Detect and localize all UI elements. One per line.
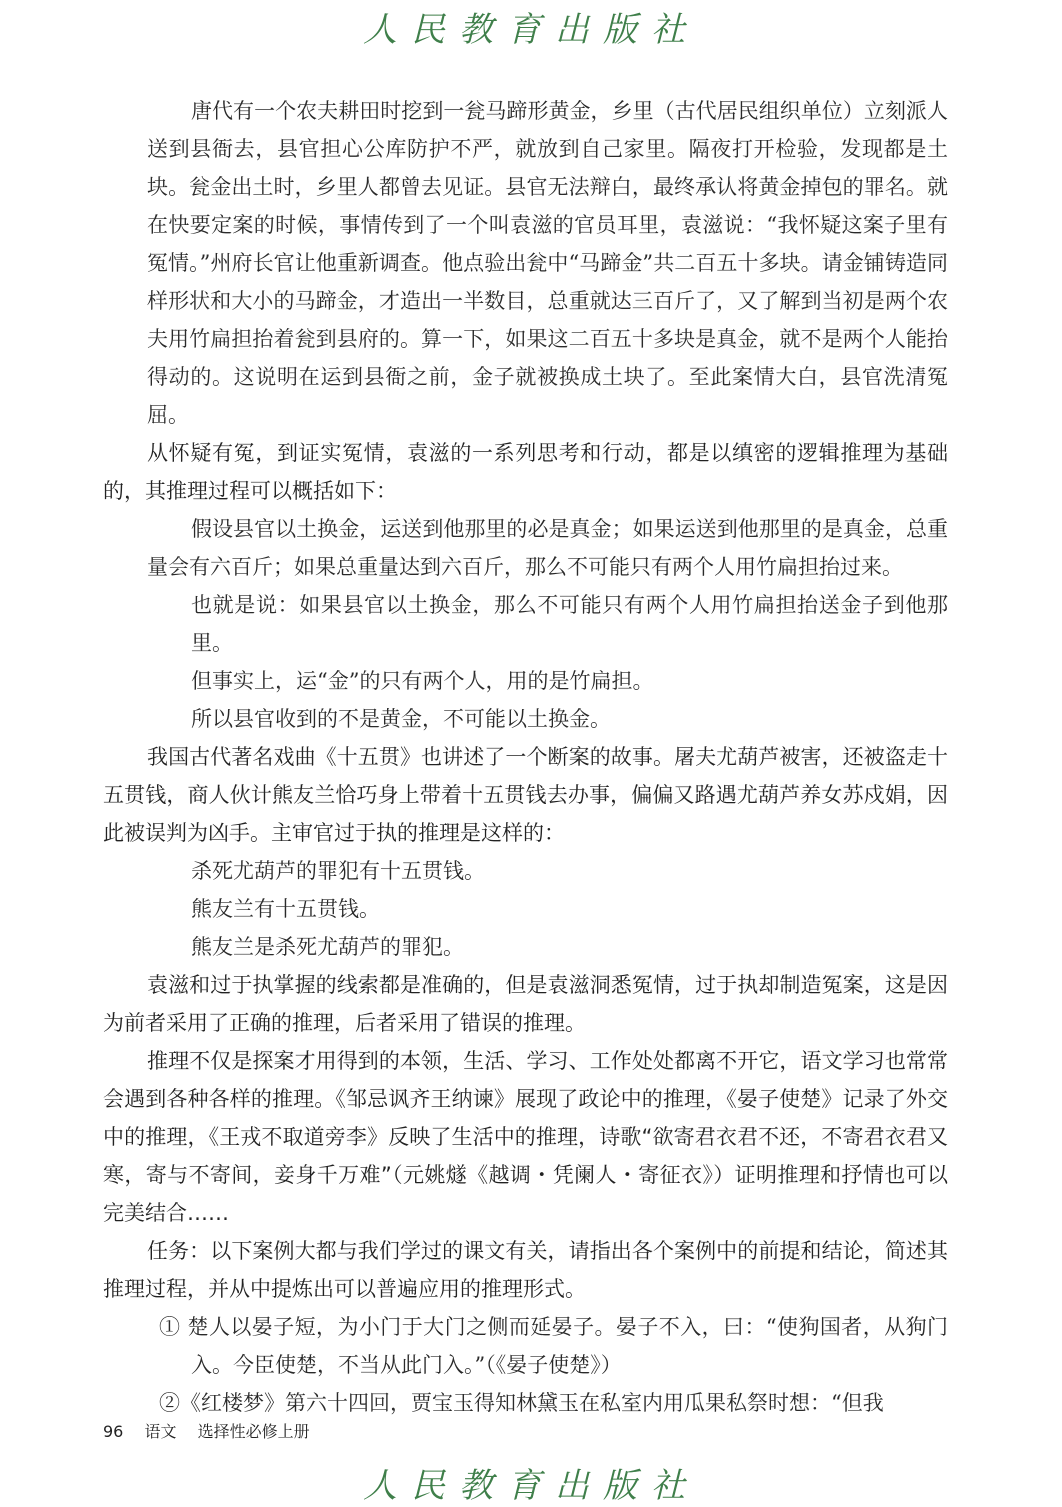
- body-paragraph: 袁滋和过于执掌握的线索都是准确的，但是袁滋洞悉冤情，过于执却制造冤案，这是因为前者采用了正确的推理，后者采用了错误的推理。: [103, 973, 948, 1035]
- task-paragraph: 任务：以下案例大都与我们学过的课文有关，请指出各个案例中的前提和结论，简述其推理过程，并从中提炼出可以普遍应用的推理形式。: [103, 1239, 948, 1301]
- case-item: ① 楚人以晏子短，为小门于大门之侧而延晏子。晏子不入，曰：“使狗国者，从狗门入。今臣使楚，不当从此门入。”（《晏子使楚》）: [159, 1315, 948, 1377]
- page-body: [103, 92, 948, 1422]
- publisher-watermark-top: 人民教育出版社: [363, 10, 699, 50]
- case-item: ②《红楼梦》第六十四回，贾宝玉得知林黛玉在私室内用瓜果私祭时想：“但我: [159, 1391, 884, 1415]
- syllogism-line: 熊友兰是杀死尤葫芦的罪犯。: [191, 935, 464, 959]
- syllogism-line: 杀死尤葫芦的罪犯有十五贯钱。: [191, 859, 485, 883]
- page-footer: [103, 1419, 326, 1442]
- reasoning-conclusion: 所以县官收到的不是黄金，不可能以土换金。: [191, 707, 611, 731]
- body-paragraph: 推理不仅是探案才用得到的本领，生活、学习、工作处处都离不开它，语文学习也常常会遇到各种各样的推理。《邹忌讽齐王纳谏》展现了政论中的推理，《晏子使楚》记录了外交中的推理，《王戎不取道旁李》反映了生活中的推理，诗歌“欲寄君衣君不还，不寄君衣君又寒，寄与不寄间，妾身千万难”（元姚燧《越调・凭阑人・寄征衣》）证明推理和抒情也可以完美结合……: [103, 1049, 948, 1225]
- story-paragraph: 唐代有一个农夫耕田时挖到一瓮马蹄形黄金，乡里（古代居民组织单位）立刻派人送到县衙去，县官担心公库防护不严，就放到自己家里。隔夜打开检验，发现都是土块。瓮金出土时，乡里人都曾去见证。县官无法辩白，最终承认将黄金掉包的罪名。就在快要定案的时候，事情传到了一个叫袁滋的官员耳里，袁滋说：“我怀疑这案子里有冤情。”州府长官让他重新调查。他点验出瓮中“马蹄金”共二百五十多块。请金铺铸造同样形状和大小的马蹄金，才造出一半数目，总重就达三百斤了，又了解到当初是两个农夫用竹扁担抬着瓮到县府的。算一下，如果这二百五十多块是真金，就不是两个人能抬得动的。这说明在运到县衙之前，金子就被换成土块了。至此案情大白，县官洗清冤屈。: [147, 99, 948, 427]
- subject-label: 语文: [144, 1422, 177, 1441]
- page-number: 96: [103, 1422, 124, 1441]
- body-paragraph: 从怀疑有冤，到证实冤情，袁滋的一系列思考和行动，都是以缜密的逻辑推理为基础的，其推理过程可以概括如下：: [103, 441, 948, 503]
- reasoning-step: 也就是说：如果县官以土换金，那么不可能只有两个人用竹扁担抬送金子到他那里。: [191, 593, 948, 655]
- syllogism-line: 熊友兰有十五贯钱。: [191, 897, 380, 921]
- reasoning-step: 但事实上，运“金”的只有两个人，用的是竹扁担。: [191, 669, 654, 693]
- reasoning-premise: 假设县官以土换金，运送到他那里的必是真金；如果运送到他那里的是真金，总重量会有六百斤；如果总重量达到六百斤，那么不可能只有两个人用竹扁担抬过来。: [147, 517, 948, 579]
- body-paragraph: 我国古代著名戏曲《十五贯》也讲述了一个断案的故事。屠夫尤葫芦被害，还被盗走十五贯钱，商人伙计熊友兰恰巧身上带着十五贯钱去办事，偏偏又路遇尤葫芦养女苏戍娟，因此被误判为凶手。主审官过于执的推理是这样的：: [103, 745, 948, 845]
- publisher-watermark-bottom: 人民教育出版社: [363, 1466, 699, 1506]
- book-title: 选择性必修上册: [197, 1422, 310, 1441]
